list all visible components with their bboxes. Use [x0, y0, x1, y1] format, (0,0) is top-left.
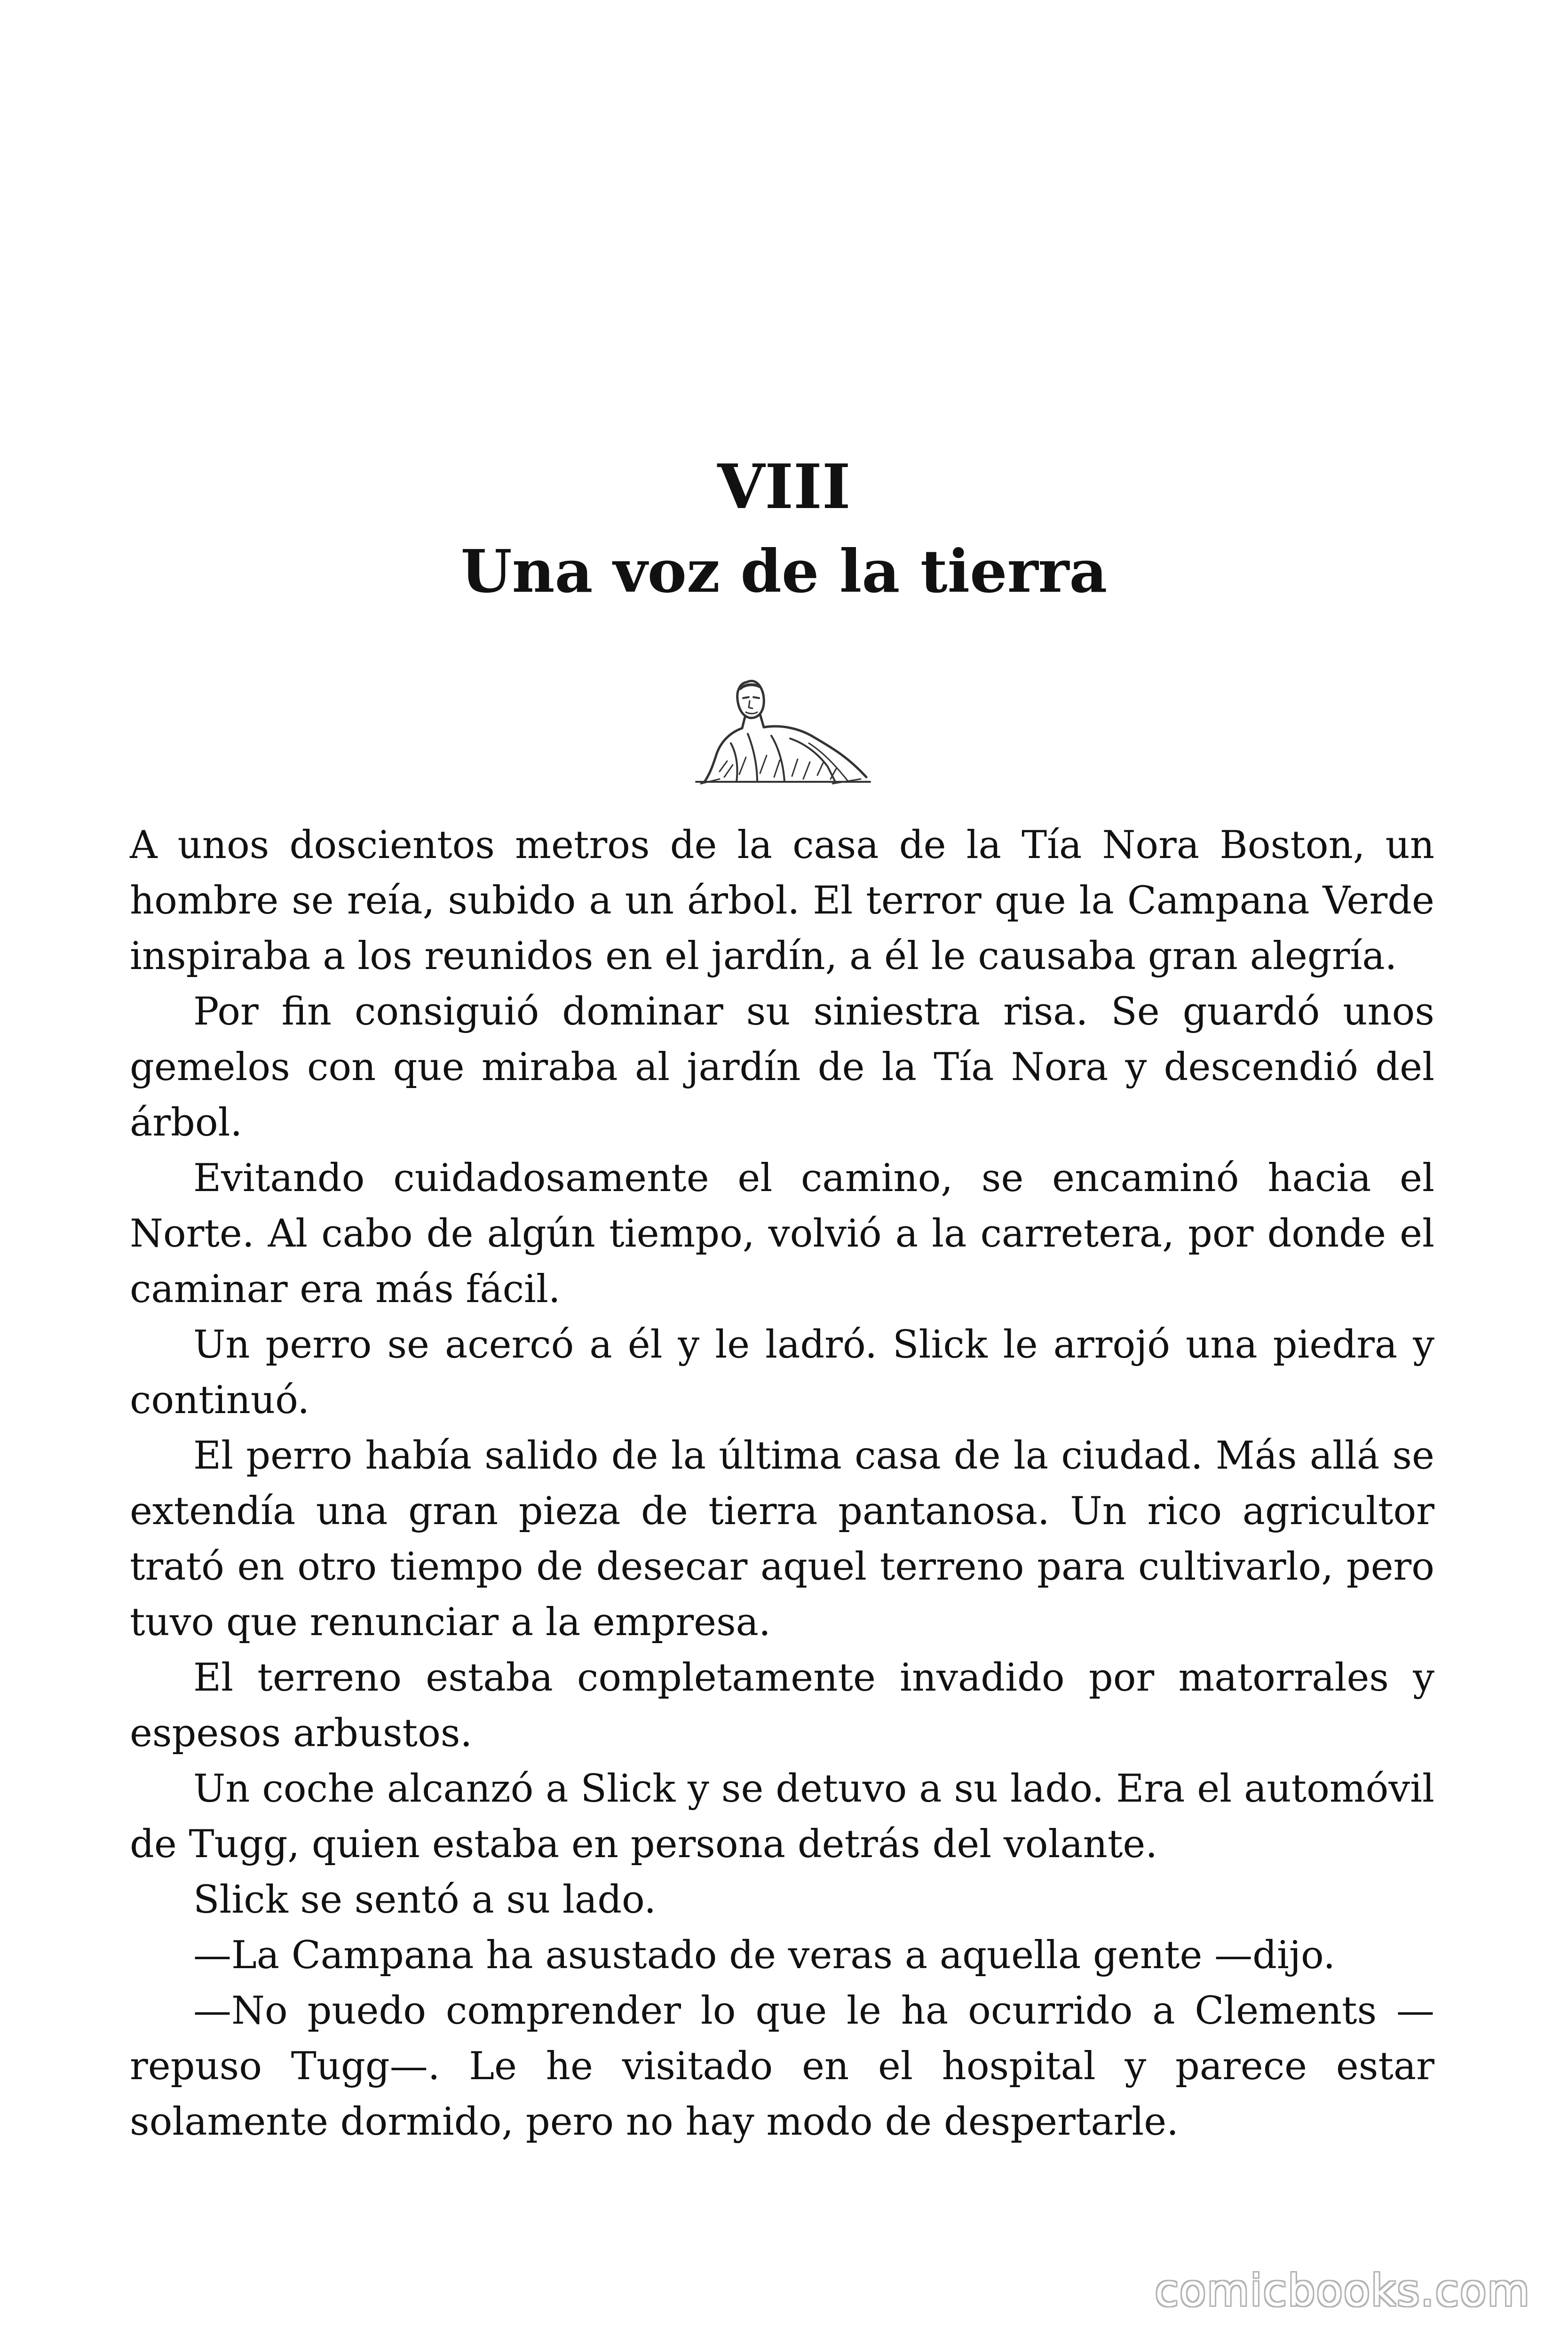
paragraph: Evitando cuidadosamente el camino, se encaminó hacia el Norte. Al cabo de algún tiempo, volvió a la carretera, por donde el caminar era más fácil. — [130, 1156, 1434, 1311]
paragraph: —La Campana ha asustado de veras a aquella gente —dijo. — [193, 1933, 1336, 1978]
paragraph: Slick se sentó a su lado. — [193, 1878, 657, 1922]
paragraph: El perro había salido de la última casa de la ciudad. Más allá se extendía una gran pieza de tierra pantanosa. Un rico agricultor trató en otro tiempo de desecar aquel terreno para cultivarlo, pero tuvo que renunciar a la empresa. — [130, 1434, 1434, 1645]
sketch-figure-illustration-icon — [691, 673, 875, 786]
chapter-title: Una voz de la tierra — [460, 537, 1108, 606]
chapter-body-text — [130, 818, 1434, 2150]
paragraph: El terreno estaba completamente invadido por matorrales y espesos arbustos. — [130, 1656, 1434, 1756]
paragraph: Un perro se acercó a él y le ladró. Slick le arrojó una piedra y continuó. — [130, 1323, 1434, 1422]
paragraph: —No puedo comprender lo que le ha ocurrido a Clements —repuso Tugg—. Le he visitado en el hospital y parece estar solamente dormido, pero no hay modo de despertarle. — [130, 1989, 1434, 2144]
paragraph: Un coche alcanzó a Slick y se detuvo a su lado. Era el automóvil de Tugg, quien estaba en persona detrás del volante. — [130, 1767, 1434, 1867]
watermark-text: comicbooks.com — [1155, 2265, 1530, 2316]
paragraph: Por fin consiguió dominar su siniestra risa. Se guardó unos gemelos con que miraba al jardín de la Tía Nora y descendió del árbol. — [130, 990, 1434, 1145]
paragraph: A unos doscientos metros de la casa de la Tía Nora Boston, un hombre se reía, subido a un árbol. El terror que la Campana Verde inspiraba a los reunidos en el jardín, a él le causaba gran alegría. — [130, 823, 1434, 978]
chapter-number: VIII — [717, 451, 851, 523]
